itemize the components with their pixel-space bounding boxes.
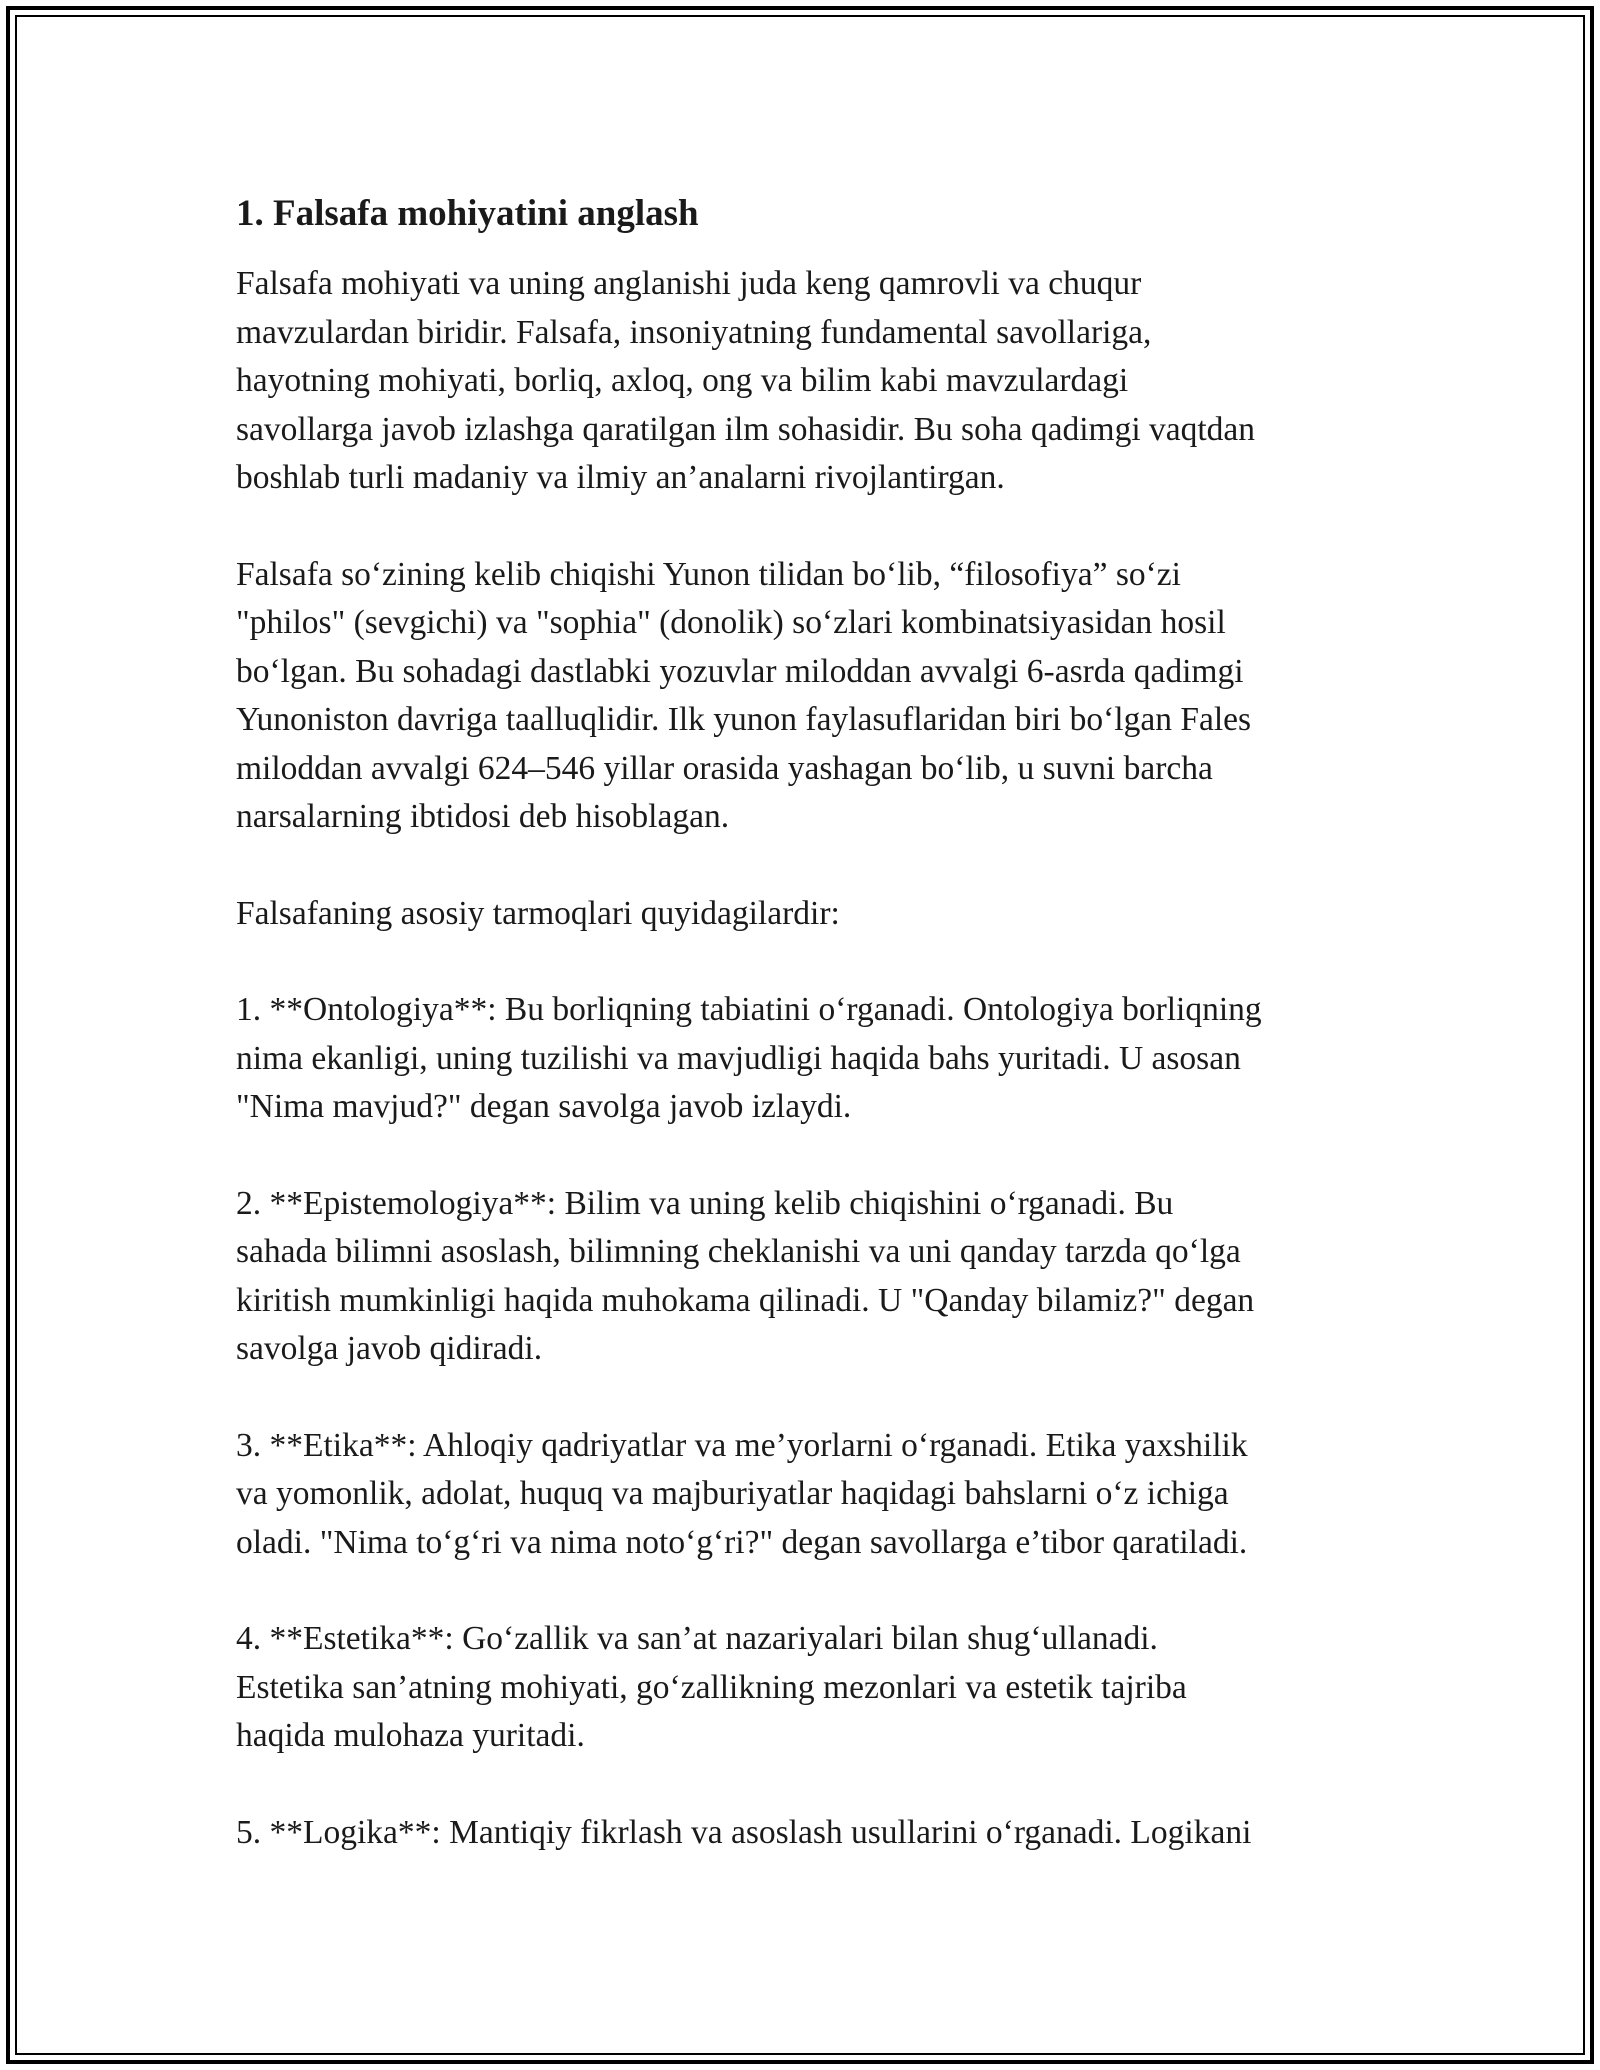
text-line: Falsafa so‘zining kelib chiqishi Yunon tilidan bo‘lib, “filosofiya” so‘zi xyxy=(236,555,1181,593)
text-line: "Nima mavjud?" degan savolga javob izlaydi. xyxy=(236,1088,852,1125)
text-line: oladi. "Nima to‘g‘ri va nima noto‘g‘ri?" degan savollarga e’tibor qaratiladi. xyxy=(236,1523,1248,1561)
text-line: hayotning mohiyati, borliq, axloq, ong va bilim kabi mavzulardagi xyxy=(236,362,1129,399)
text-line: va yomonlik, adolat, huquq va majburiyatlar haqidagi bahslarni o‘z ichiga xyxy=(236,1475,1229,1512)
text-line: miloddan avvalgi 624–546 yillar orasida yashagan bo‘lib, u suvni barcha xyxy=(236,749,1213,787)
text-line: haqida mulohaza yuritadi. xyxy=(236,1717,585,1754)
text-line: Estetika san’atning mohiyati, go‘zallikning mezonlari va estetik tajriba xyxy=(236,1668,1187,1706)
text-line: boshlab turli madaniy va ilmiy an’analarni rivojlantirgan. xyxy=(236,459,1005,496)
text-line: nima ekanligi, uning tuzilishi va mavjudligi haqida bahs yuritadi. U asosan xyxy=(236,1039,1241,1077)
aesthetics-paragraph xyxy=(236,1615,1366,1761)
text-line: "philos" (sevgichi) va "sophia" (donolik) so‘zlari kombinatsiyasidan hosil xyxy=(236,604,1226,641)
text-line: 2. **Epistemologiya**: Bilim va uning kelib chiqishini o‘rganadi. Bu xyxy=(236,1184,1174,1222)
branches-intro-paragraph xyxy=(236,890,1366,939)
document-body xyxy=(236,186,1366,1905)
text-line: Yunoniston davriga taalluqlidir. Ilk yunon faylasuflaridan biri bo‘lgan Fales xyxy=(236,701,1252,738)
etymology-paragraph xyxy=(236,551,1366,842)
text-line: bo‘lgan. Bu sohadagi dastlabki yozuvlar miloddan avvalgi 6-asrda qadimgi xyxy=(236,652,1244,690)
text-line: 3. **Etika**: Ahloqiy qadriyatlar va me’yorlarni o‘rganadi. Etika yaxshilik xyxy=(236,1426,1248,1464)
text-line: Falsafa mohiyati va uning anglanishi juda keng qamrovli va chuqur xyxy=(236,265,1142,302)
text-line: savolga javob qidiradi. xyxy=(236,1330,543,1367)
text-line: mavzulardan biridir. Falsafa, insoniyatning fundamental savollariga, xyxy=(236,313,1152,351)
ethics-paragraph xyxy=(236,1422,1366,1568)
text-line: 1. **Ontologiya**: Bu borliqning tabiatini o‘rganadi. Ontologiya borliqning xyxy=(236,991,1262,1028)
intro-paragraph xyxy=(236,260,1366,503)
logic-paragraph xyxy=(236,1809,1366,1858)
section-heading: 1. Falsafa mohiyatini anglash xyxy=(236,193,699,234)
text-line: sahada bilimni asoslash, bilimning cheklanishi va uni qanday tarzda qo‘lga xyxy=(236,1233,1241,1270)
text-line: narsalarning ibtidosi deb hisoblagan. xyxy=(236,798,730,835)
ontology-paragraph xyxy=(236,986,1366,1132)
text-line: savollarga javob izlashga qaratilgan ilm sohasidir. Bu soha qadimgi vaqtdan xyxy=(236,410,1256,448)
text-line: kiritish mumkinligi haqida muhokama qilinadi. U "Qanday bilamiz?" degan xyxy=(236,1281,1255,1319)
text-line: Falsafaning asosiy tarmoqlari quyidagilardir: xyxy=(236,894,840,932)
text-line: 4. **Estetika**: Go‘zallik va san’at nazariyalari bilan shug‘ullanadi. xyxy=(236,1620,1158,1657)
epistemology-paragraph xyxy=(236,1180,1366,1374)
text-line: 5. **Logika**: Mantiqiy fikrlash va asoslash usullarini o‘rganadi. Logikani xyxy=(236,1813,1252,1851)
